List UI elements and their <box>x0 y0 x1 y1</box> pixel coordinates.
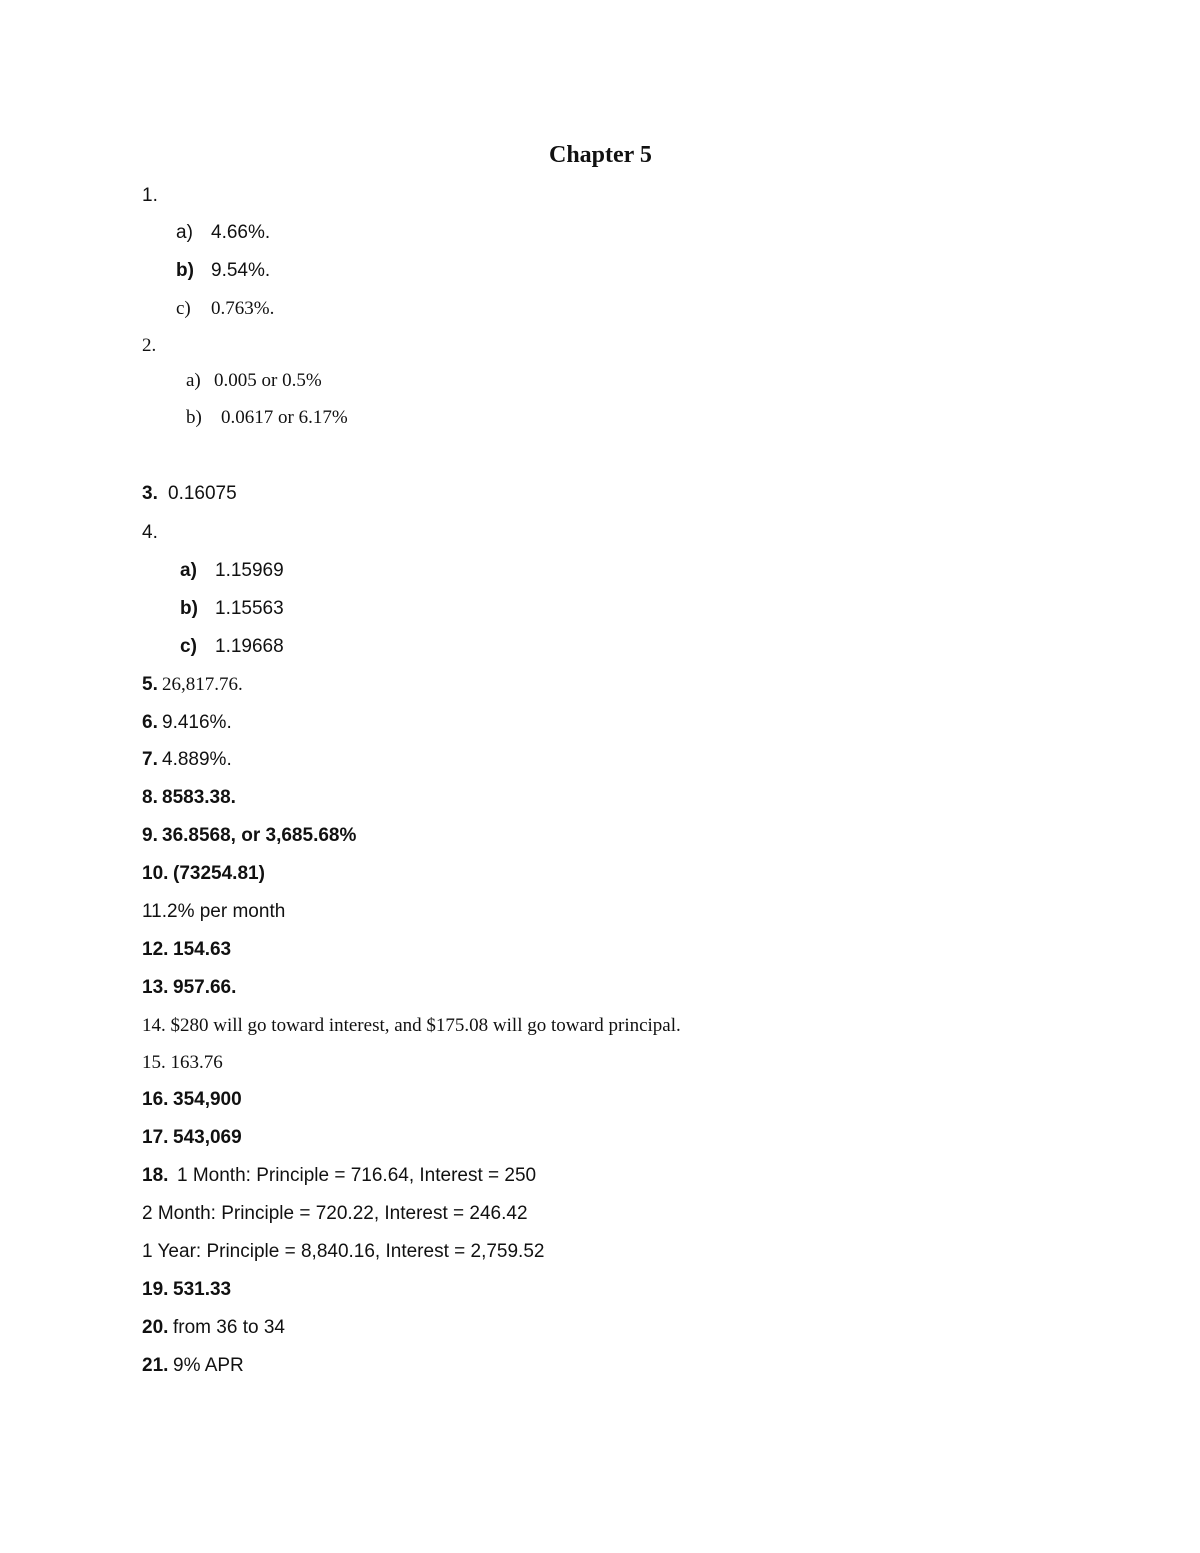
answer-line: 14. $280 will go toward interest, and $175.08 will go toward principal. <box>142 1015 681 1036</box>
answer-label: c) <box>176 298 191 319</box>
answer-value: 1.19668 <box>215 636 284 657</box>
answer-line: 1 Month: Principle = 716.64, Interest = 250 <box>177 1165 537 1186</box>
question-number: 19. <box>142 1279 169 1300</box>
question-number: 6. <box>142 712 158 733</box>
answer-label: b) <box>186 407 202 428</box>
answer-value: 36.8568, or 3,685.68% <box>162 825 357 846</box>
answer-label: a) <box>186 370 201 391</box>
question-number: 1. <box>142 185 158 206</box>
answer-value: (73254.81) <box>173 863 265 884</box>
question-number: 17. <box>142 1127 169 1148</box>
question-number: 13. <box>142 977 169 998</box>
question-number: 16. <box>142 1089 169 1110</box>
question-number: 7. <box>142 749 158 770</box>
question-number: 8. <box>142 787 158 808</box>
answer-value: 1.15969 <box>215 560 284 581</box>
question-number: 2. <box>142 335 157 356</box>
answer-line: 11.2% per month <box>142 901 286 922</box>
question-number: 3. <box>142 483 158 504</box>
answer-value: 0.16075 <box>168 483 237 504</box>
answer-value: 8583.38. <box>162 787 236 808</box>
answer-value: 0.005 or 0.5% <box>214 370 322 391</box>
answer-label: a) <box>180 560 197 581</box>
answer-value: 1.15563 <box>215 598 284 619</box>
question-number: 4. <box>142 522 158 543</box>
question-number: 10. <box>142 863 169 884</box>
answer-value: 26,817.76. <box>162 674 243 695</box>
answer-value: 9% APR <box>173 1355 244 1376</box>
page-title: Chapter 5 <box>549 142 652 168</box>
answer-label: b) <box>180 598 198 619</box>
answer-line: 1 Year: Principle = 8,840.16, Interest = 2,759.52 <box>142 1241 545 1262</box>
question-number: 5. <box>142 674 158 695</box>
answer-value: 354,900 <box>173 1089 242 1110</box>
answer-value: 4.889%. <box>162 749 232 770</box>
question-number: 20. <box>142 1317 169 1338</box>
question-number: 21. <box>142 1355 169 1376</box>
answer-value: 957.66. <box>173 977 237 998</box>
answer-value: 0.0617 or 6.17% <box>221 407 348 428</box>
answer-value: 531.33 <box>173 1279 232 1300</box>
question-number: 9. <box>142 825 158 846</box>
answer-value: 0.763%. <box>211 298 275 319</box>
answer-value: 154.63 <box>173 939 232 960</box>
answer-value: 9.416%. <box>162 712 232 733</box>
answer-label: b) <box>176 260 194 281</box>
answer-label: a) <box>176 222 193 243</box>
answer-value: 9.54%. <box>211 260 271 281</box>
answer-label: c) <box>180 636 197 657</box>
question-number: 12. <box>142 939 169 960</box>
question-number: 18. <box>142 1165 169 1186</box>
answer-value: 4.66%. <box>211 222 271 243</box>
answer-value: 543,069 <box>173 1127 242 1148</box>
answer-line: 2 Month: Principle = 720.22, Interest = 246.42 <box>142 1203 528 1224</box>
answer-line: 15. 163.76 <box>142 1052 223 1073</box>
answer-value: from 36 to 34 <box>173 1317 285 1338</box>
